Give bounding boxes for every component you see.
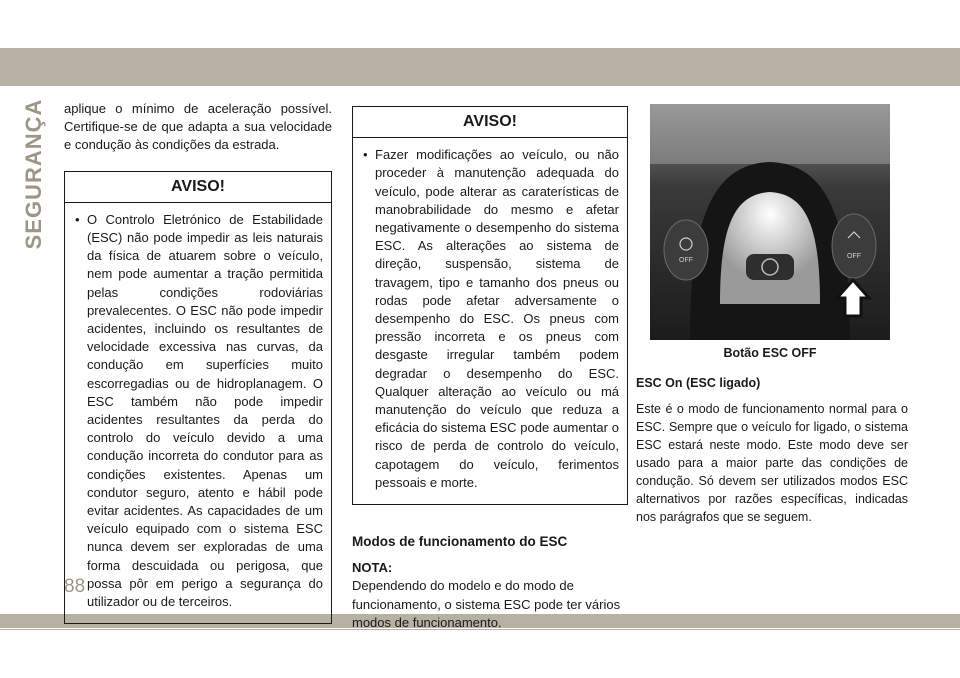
- column-1: [64, 100, 332, 624]
- right-off-label: OFF: [847, 253, 861, 260]
- warning-text: O Controlo Eletrónico de Estabilidade (ESC) não pode impedir as leis naturais da física de atuarem sobre o veículo, nem pode aumentar a tração permitida pelas condições rodoviárias prevalecentes. O ESC não pode impedir acidentes, incluindo os resultantes de velocidade excessiva nas curvas, da condução em superfícies muito escorregadias ou de hidroplanagem. O ESC também não pode impedir acidentes resultantes da perda do controlo do veículo devido a uma condução incorreta do condutor para as condições existentes. Apenas um condutor seguro, atento e hábil pode evitar acidentes. As capacidades de um veículo equipado com o sistema ESC nunca devem ser exploradas de uma forma descuidada ou perigosa, que possa pôr em perigo a segurança do utilizador ou de terceiros.: [87, 211, 323, 610]
- page-number: 88: [64, 576, 86, 597]
- column-2: [352, 106, 628, 632]
- subheading: ESC On (ESC ligado): [636, 376, 761, 390]
- note-text: Dependendo do modelo e do modo de funcionamento, o sistema ESC pode ter vários modos de funcionamento.: [352, 578, 621, 630]
- dashboard-illustration: [650, 104, 890, 340]
- body-paragraph: Este é o modo de funcionamento normal para o ESC. Sempre que o veículo for ligado, o sistema ESC estará neste modo. Este modo deve ser usado para a maior parte das condições de condução. Só devem ser utilizados modos ESC alternativos por razões específicas, indicadas nos parágrafos que se seguem.: [636, 402, 908, 524]
- section-tab-label: SEGURANÇA: [21, 98, 46, 250]
- warning-title: AVISO!: [65, 172, 331, 203]
- section-heading: Modos de funcionamento do ESC: [352, 534, 568, 550]
- bullet: •: [363, 147, 368, 163]
- column-3-text: [636, 374, 908, 526]
- warning-body: [65, 203, 331, 623]
- header-band: [0, 48, 960, 86]
- warning-box-1: [64, 171, 332, 625]
- lead-paragraph: aplique o mínimo de aceleração possível. Certifique-se de que adapta a sua velocidade e condução às condições da estrada.: [64, 101, 332, 153]
- warning-text: Fazer modificações ao veículo, ou não proceder à manutenção adequada do veículo, pode alterar as caraterísticas de manobrabilidade do mesmo e afetar negativamente o desempenho do sistema ESC. As alterações ao sistema de direção, suspensão, sistema de travagem, tipo e tamanho dos pneus ou rodas pode afetar adversamente o desempenho do ESC. Os pneus com pressão incorreta e os pneus com desgaste irregular também podem degradar o desempenho do ESC. Qualquer alteração ao veículo ou má manutenção do veículo que reduza a eficácia do sistema ESC pode aumentar o risco de perda de controlo do veículo, capotagem do veículo, ferimentos pessoais e morte.: [375, 147, 619, 490]
- warning-box-2: [352, 106, 628, 505]
- photo-caption: Botão ESC OFF: [723, 346, 817, 360]
- section-tab: [14, 98, 54, 250]
- bullet: •: [75, 211, 80, 227]
- warning-title: AVISO!: [353, 107, 627, 138]
- esc-off-button-photo: [650, 104, 890, 340]
- note-label: NOTA:: [352, 560, 393, 576]
- left-off-label: OFF: [679, 257, 693, 264]
- warning-body: [353, 138, 627, 504]
